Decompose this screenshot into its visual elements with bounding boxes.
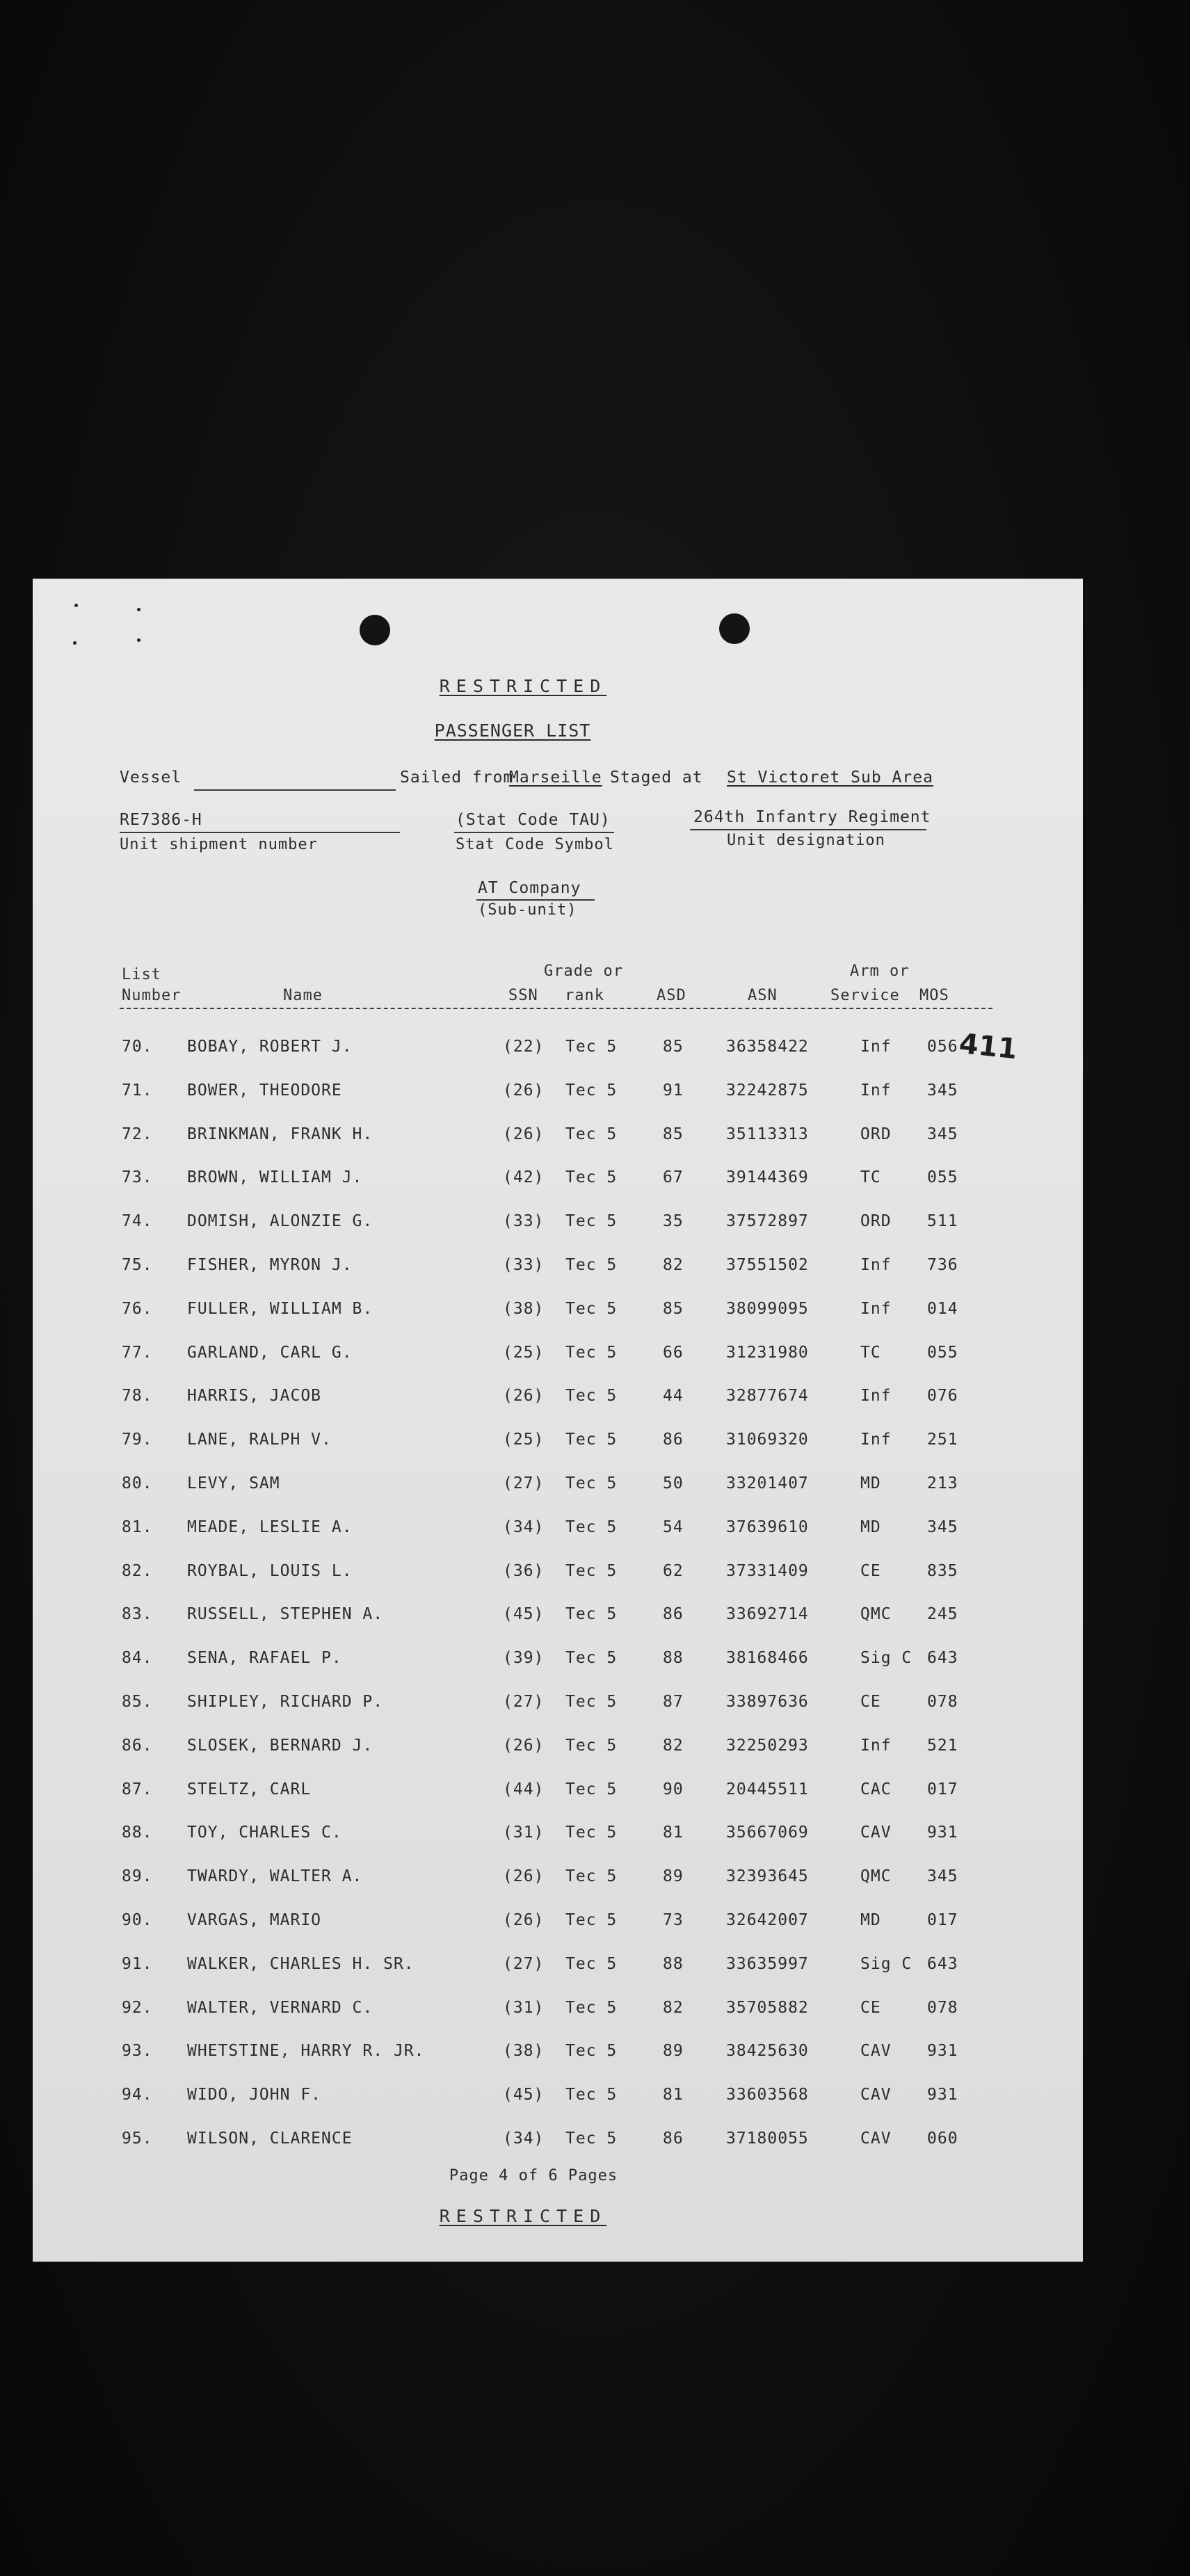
- row-ssn: (44): [503, 1780, 545, 1798]
- row-mos: 014: [927, 1299, 958, 1318]
- row-name: VARGAS, MARIO: [187, 1911, 322, 1929]
- row-list-number: 90.: [122, 1911, 153, 1929]
- row-name: WILSON, CLARENCE: [187, 2130, 353, 2148]
- shipment-underline: [120, 832, 400, 833]
- row-asn: 38168466: [726, 1649, 809, 1668]
- row-list-number: 74.: [122, 1212, 153, 1231]
- row-asn: 35113313: [726, 1125, 809, 1143]
- unit-designation-underline: [690, 829, 926, 830]
- row-ssn: (33): [503, 1256, 545, 1274]
- unit-designation-value: 264th Infantry Regiment: [693, 808, 931, 826]
- row-ssn: (45): [503, 2086, 545, 2104]
- row-arm-service: CAV: [860, 2130, 892, 2148]
- row-asd: 86: [663, 2130, 684, 2148]
- row-mos: 345: [927, 1125, 958, 1143]
- row-asn: 33897636: [726, 1693, 809, 1711]
- table-row: [33, 2086, 1083, 2127]
- table-row: [33, 1125, 1083, 1167]
- row-asd: 82: [663, 1736, 684, 1755]
- row-arm-service: ORD: [860, 1125, 892, 1143]
- row-arm-service: MD: [860, 1518, 881, 1536]
- row-asd: 87: [663, 1693, 684, 1711]
- row-name: BOBAY, ROBERT J.: [187, 1038, 353, 1056]
- row-grade: Tec 5: [565, 1824, 618, 1842]
- header-list-top: List: [122, 966, 161, 983]
- row-name: STELTZ, CARL: [187, 1780, 312, 1798]
- row-grade: Tec 5: [565, 1605, 618, 1624]
- row-grade: Tec 5: [565, 2086, 618, 2104]
- row-arm-service: CE: [860, 1998, 881, 2017]
- row-list-number: 95.: [122, 2130, 153, 2148]
- table-row: [33, 1737, 1083, 1778]
- row-mos: 643: [927, 1954, 958, 1973]
- row-name: SLOSEK, BERNARD J.: [187, 1736, 373, 1755]
- row-asn: 20445511: [726, 1780, 809, 1798]
- row-asn: 38099095: [726, 1299, 809, 1318]
- row-mos: 835: [927, 1561, 958, 1580]
- row-grade: Tec 5: [565, 1736, 618, 1755]
- punch-hole-right: [719, 613, 750, 644]
- table-row: [33, 1562, 1083, 1604]
- table-row: [33, 1867, 1083, 1909]
- row-asd: 82: [663, 1256, 684, 1274]
- row-grade: Tec 5: [565, 1168, 618, 1187]
- row-asn: 33635997: [726, 1954, 809, 1973]
- row-list-number: 91.: [122, 1954, 153, 1973]
- row-grade: Tec 5: [565, 1911, 618, 1929]
- table-row: [33, 1256, 1083, 1298]
- row-ssn: (42): [503, 1168, 545, 1187]
- row-arm-service: CAV: [860, 1824, 892, 1842]
- row-ssn: (34): [503, 2130, 545, 2148]
- row-asn: 37331409: [726, 1561, 809, 1580]
- row-list-number: 89.: [122, 1867, 153, 1886]
- row-list-number: 83.: [122, 1605, 153, 1624]
- row-mos: 511: [927, 1212, 958, 1231]
- row-asn: 38425630: [726, 2042, 809, 2061]
- row-list-number: 73.: [122, 1168, 153, 1187]
- handwritten-page-number: 411: [957, 1027, 1019, 1066]
- table-row: [33, 1605, 1083, 1647]
- row-name: WALTER, VERNARD C.: [187, 1998, 373, 2017]
- row-mos: 017: [927, 1780, 958, 1798]
- subunit-label: (Sub-unit): [478, 901, 577, 919]
- row-asn: 32242875: [726, 1081, 809, 1100]
- row-list-number: 77.: [122, 1343, 153, 1362]
- row-grade: Tec 5: [565, 2042, 618, 2061]
- row-asd: 35: [663, 1212, 684, 1231]
- row-grade: Tec 5: [565, 1125, 618, 1143]
- row-list-number: 81.: [122, 1518, 153, 1536]
- row-arm-service: Inf: [860, 1299, 892, 1318]
- shipment-number-value: RE7386-H: [120, 811, 202, 829]
- row-asd: 54: [663, 1518, 684, 1536]
- row-grade: Tec 5: [565, 1867, 618, 1886]
- row-asn: 36358422: [726, 1038, 809, 1056]
- row-arm-service: MD: [860, 1474, 881, 1492]
- header-arm-service: Service: [830, 987, 900, 1004]
- vessel-blank-line: [194, 789, 396, 791]
- row-grade: Tec 5: [565, 2130, 618, 2148]
- header-name: Name: [283, 987, 323, 1004]
- row-list-number: 80.: [122, 1474, 153, 1492]
- row-name: SHIPLEY, RICHARD P.: [187, 1693, 384, 1711]
- row-arm-service: Inf: [860, 1081, 892, 1100]
- row-asd: 90: [663, 1780, 684, 1798]
- row-ssn: (27): [503, 1693, 545, 1711]
- row-grade: Tec 5: [565, 1212, 618, 1231]
- page-speck: [74, 604, 78, 607]
- table-row: [33, 1824, 1083, 1865]
- row-name: WIDO, JOHN F.: [187, 2086, 322, 2104]
- row-name: BROWN, WILLIAM J.: [187, 1168, 363, 1187]
- header-arm-top: Arm or: [850, 963, 910, 980]
- document-page: [33, 579, 1083, 2262]
- row-name: FULLER, WILLIAM B.: [187, 1299, 373, 1318]
- sailed-value: Marseille: [509, 768, 602, 787]
- table-row: [33, 1300, 1083, 1342]
- row-ssn: (26): [503, 1911, 545, 1929]
- row-list-number: 71.: [122, 1081, 153, 1100]
- row-mos: 060: [927, 2130, 958, 2148]
- header-grade-rank: rank: [565, 987, 604, 1004]
- subunit-value: AT Company: [478, 879, 581, 897]
- table-row: [33, 1038, 1083, 1079]
- row-list-number: 70.: [122, 1038, 153, 1056]
- row-asn: 37639610: [726, 1518, 809, 1536]
- row-list-number: 94.: [122, 2086, 153, 2104]
- row-grade: Tec 5: [565, 1518, 618, 1536]
- row-asd: 81: [663, 2086, 684, 2104]
- row-asn: 33201407: [726, 1474, 809, 1492]
- row-grade: Tec 5: [565, 1693, 618, 1711]
- row-grade: Tec 5: [565, 1474, 618, 1492]
- table-row: [33, 2130, 1083, 2171]
- row-asn: 37180055: [726, 2130, 809, 2148]
- row-ssn: (26): [503, 1125, 545, 1143]
- row-mos: 931: [927, 1824, 958, 1842]
- row-list-number: 87.: [122, 1780, 153, 1798]
- row-mos: 078: [927, 1693, 958, 1711]
- row-mos: 345: [927, 1518, 958, 1536]
- row-ssn: (39): [503, 1649, 545, 1668]
- row-mos: 251: [927, 1431, 958, 1449]
- row-grade: Tec 5: [565, 1780, 618, 1798]
- row-name: LEVY, SAM: [187, 1474, 280, 1492]
- row-ssn: (26): [503, 1867, 545, 1886]
- row-asn: 31231980: [726, 1343, 809, 1362]
- row-grade: Tec 5: [565, 1038, 618, 1056]
- table-row: [33, 1344, 1083, 1385]
- row-mos: 931: [927, 2042, 958, 2061]
- row-ssn: (31): [503, 1824, 545, 1842]
- classification-bottom: RESTRICTED: [439, 2206, 607, 2226]
- row-asd: 66: [663, 1343, 684, 1362]
- row-asn: 37572897: [726, 1212, 809, 1231]
- table-row: [33, 1387, 1083, 1428]
- header-asd: ASD: [657, 987, 686, 1004]
- row-grade: Tec 5: [565, 1343, 618, 1362]
- row-list-number: 86.: [122, 1736, 153, 1755]
- row-asd: 81: [663, 1824, 684, 1842]
- row-arm-service: Inf: [860, 1038, 892, 1056]
- row-name: WALKER, CHARLES H. SR.: [187, 1954, 415, 1973]
- row-grade: Tec 5: [565, 1387, 618, 1406]
- row-name: FISHER, MYRON J.: [187, 1256, 353, 1274]
- row-asd: 85: [663, 1125, 684, 1143]
- row-ssn: (33): [503, 1212, 545, 1231]
- row-arm-service: MD: [860, 1911, 881, 1929]
- table-row: [33, 1081, 1083, 1123]
- row-asd: 73: [663, 1911, 684, 1929]
- row-list-number: 85.: [122, 1693, 153, 1711]
- row-ssn: (38): [503, 1299, 545, 1318]
- row-list-number: 79.: [122, 1431, 153, 1449]
- staged-label: Staged at: [610, 768, 703, 787]
- row-arm-service: Inf: [860, 1256, 892, 1274]
- row-list-number: 72.: [122, 1125, 153, 1143]
- row-ssn: (25): [503, 1343, 545, 1362]
- row-list-number: 78.: [122, 1387, 153, 1406]
- row-mos: 245: [927, 1605, 958, 1624]
- row-ssn: (31): [503, 1998, 545, 2017]
- row-list-number: 75.: [122, 1256, 153, 1274]
- row-asd: 85: [663, 1038, 684, 1056]
- sailed-label: Sailed from: [400, 768, 514, 787]
- row-grade: Tec 5: [565, 1431, 618, 1449]
- row-asd: 86: [663, 1431, 684, 1449]
- row-arm-service: CAC: [860, 1780, 892, 1798]
- subunit-underline: [476, 899, 595, 901]
- header-grade-top: Grade or: [544, 963, 623, 980]
- header-mos: MOS: [919, 987, 949, 1004]
- row-name: ROYBAL, LOUIS L.: [187, 1561, 353, 1580]
- row-list-number: 93.: [122, 2042, 153, 2061]
- page-speck: [73, 641, 77, 645]
- row-grade: Tec 5: [565, 1649, 618, 1668]
- row-asd: 85: [663, 1299, 684, 1318]
- table-row: [33, 1212, 1083, 1254]
- row-list-number: 84.: [122, 1649, 153, 1668]
- row-ssn: (38): [503, 2042, 545, 2061]
- row-arm-service: Inf: [860, 1736, 892, 1755]
- row-name: MEADE, LESLIE A.: [187, 1518, 353, 1536]
- row-name: HARRIS, JACOB: [187, 1387, 322, 1406]
- row-grade: Tec 5: [565, 1998, 618, 2017]
- table-row: [33, 1649, 1083, 1691]
- table-row: [33, 2042, 1083, 2084]
- row-list-number: 92.: [122, 1998, 153, 2017]
- row-asd: 50: [663, 1474, 684, 1492]
- row-mos: 521: [927, 1736, 958, 1755]
- row-asd: 88: [663, 1954, 684, 1973]
- row-grade: Tec 5: [565, 1561, 618, 1580]
- row-mos: 017: [927, 1911, 958, 1929]
- row-asd: 62: [663, 1561, 684, 1580]
- punch-hole-left: [360, 615, 390, 645]
- staged-value: St Victoret Sub Area: [727, 768, 933, 787]
- row-arm-service: QMC: [860, 1867, 892, 1886]
- row-mos: 055: [927, 1343, 958, 1362]
- row-mos: 055: [927, 1168, 958, 1187]
- table-row: [33, 1693, 1083, 1734]
- row-arm-service: Sig C: [860, 1649, 912, 1668]
- row-asd: 88: [663, 1649, 684, 1668]
- stat-code-underline: [454, 832, 614, 833]
- row-asn: 37551502: [726, 1256, 809, 1274]
- row-asd: 89: [663, 2042, 684, 2061]
- row-arm-service: Inf: [860, 1387, 892, 1406]
- row-ssn: (26): [503, 1081, 545, 1100]
- row-arm-service: CE: [860, 1693, 881, 1711]
- row-mos: 931: [927, 2086, 958, 2104]
- row-ssn: (27): [503, 1954, 545, 1973]
- row-arm-service: CAV: [860, 2042, 892, 2061]
- row-ssn: (27): [503, 1474, 545, 1492]
- table-row: [33, 1999, 1083, 2040]
- row-asn: 35705882: [726, 1998, 809, 2017]
- row-mos: 056: [927, 1038, 958, 1056]
- row-list-number: 76.: [122, 1299, 153, 1318]
- row-asn: 32877674: [726, 1387, 809, 1406]
- row-name: BRINKMAN, FRANK H.: [187, 1125, 373, 1143]
- row-asn: 32642007: [726, 1911, 809, 1929]
- row-arm-service: CE: [860, 1561, 881, 1580]
- table-row: [33, 1911, 1083, 1953]
- row-arm-service: Inf: [860, 1431, 892, 1449]
- document-title: PASSENGER LIST: [434, 721, 591, 741]
- row-mos: 643: [927, 1649, 958, 1668]
- row-arm-service: ORD: [860, 1212, 892, 1231]
- row-ssn: (36): [503, 1561, 545, 1580]
- row-asn: 32393645: [726, 1867, 809, 1886]
- stat-code-value: (Stat Code TAU): [456, 811, 611, 829]
- vessel-label: Vessel: [120, 768, 182, 787]
- row-arm-service: QMC: [860, 1605, 892, 1624]
- row-asd: 89: [663, 1867, 684, 1886]
- row-mos: 213: [927, 1474, 958, 1492]
- row-asn: 35667069: [726, 1824, 809, 1842]
- header-ssn: SSN: [508, 987, 538, 1004]
- row-name: GARLAND, CARL G.: [187, 1343, 353, 1362]
- row-arm-service: TC: [860, 1343, 881, 1362]
- classification-top: RESTRICTED: [439, 676, 607, 696]
- table-row: [33, 1780, 1083, 1822]
- row-arm-service: CAV: [860, 2086, 892, 2104]
- table-row: [33, 1431, 1083, 1472]
- row-grade: Tec 5: [565, 1954, 618, 1973]
- row-grade: Tec 5: [565, 1081, 618, 1100]
- page-speck: [137, 608, 140, 611]
- row-name: RUSSELL, STEPHEN A.: [187, 1605, 384, 1624]
- stat-code-label: Stat Code Symbol: [456, 836, 614, 853]
- row-grade: Tec 5: [565, 1299, 618, 1318]
- row-asn: 33692714: [726, 1605, 809, 1624]
- row-mos: 345: [927, 1081, 958, 1100]
- row-name: TOY, CHARLES C.: [187, 1824, 342, 1842]
- row-name: WHETSTINE, HARRY R. JR.: [187, 2042, 425, 2061]
- row-mos: 345: [927, 1867, 958, 1886]
- shipment-number-label: Unit shipment number: [120, 836, 318, 853]
- row-asd: 44: [663, 1387, 684, 1406]
- table-row: [33, 1168, 1083, 1210]
- row-ssn: (34): [503, 1518, 545, 1536]
- row-name: DOMISH, ALONZIE G.: [187, 1212, 373, 1231]
- table-row: [33, 1518, 1083, 1560]
- row-asn: 31069320: [726, 1431, 809, 1449]
- row-asd: 82: [663, 1998, 684, 2017]
- row-asd: 91: [663, 1081, 684, 1100]
- row-arm-service: Sig C: [860, 1954, 912, 1973]
- row-arm-service: TC: [860, 1168, 881, 1187]
- header-asn: ASN: [748, 987, 778, 1004]
- row-ssn: (26): [503, 1736, 545, 1755]
- table-row: [33, 1955, 1083, 1997]
- row-list-number: 88.: [122, 1824, 153, 1842]
- row-ssn: (45): [503, 1605, 545, 1624]
- page-count: Page 4 of 6 Pages: [449, 2167, 618, 2184]
- row-ssn: (25): [503, 1431, 545, 1449]
- row-name: TWARDY, WALTER A.: [187, 1867, 363, 1886]
- row-name: BOWER, THEODORE: [187, 1081, 342, 1100]
- row-mos: 076: [927, 1387, 958, 1406]
- page-speck: [137, 638, 140, 642]
- header-underline: [120, 1008, 992, 1009]
- row-name: LANE, RALPH V.: [187, 1431, 332, 1449]
- row-asd: 67: [663, 1168, 684, 1187]
- header-list-number: Number: [122, 987, 182, 1004]
- row-asn: 33603568: [726, 2086, 809, 2104]
- row-mos: 078: [927, 1998, 958, 2017]
- row-list-number: 82.: [122, 1561, 153, 1580]
- row-name: SENA, RAFAEL P.: [187, 1649, 342, 1668]
- unit-designation-label: Unit designation: [727, 832, 885, 849]
- row-mos: 736: [927, 1256, 958, 1274]
- row-asn: 39144369: [726, 1168, 809, 1187]
- row-asd: 86: [663, 1605, 684, 1624]
- row-asn: 32250293: [726, 1736, 809, 1755]
- row-grade: Tec 5: [565, 1256, 618, 1274]
- row-ssn: (22): [503, 1038, 545, 1056]
- row-ssn: (26): [503, 1387, 545, 1406]
- table-row: [33, 1474, 1083, 1516]
